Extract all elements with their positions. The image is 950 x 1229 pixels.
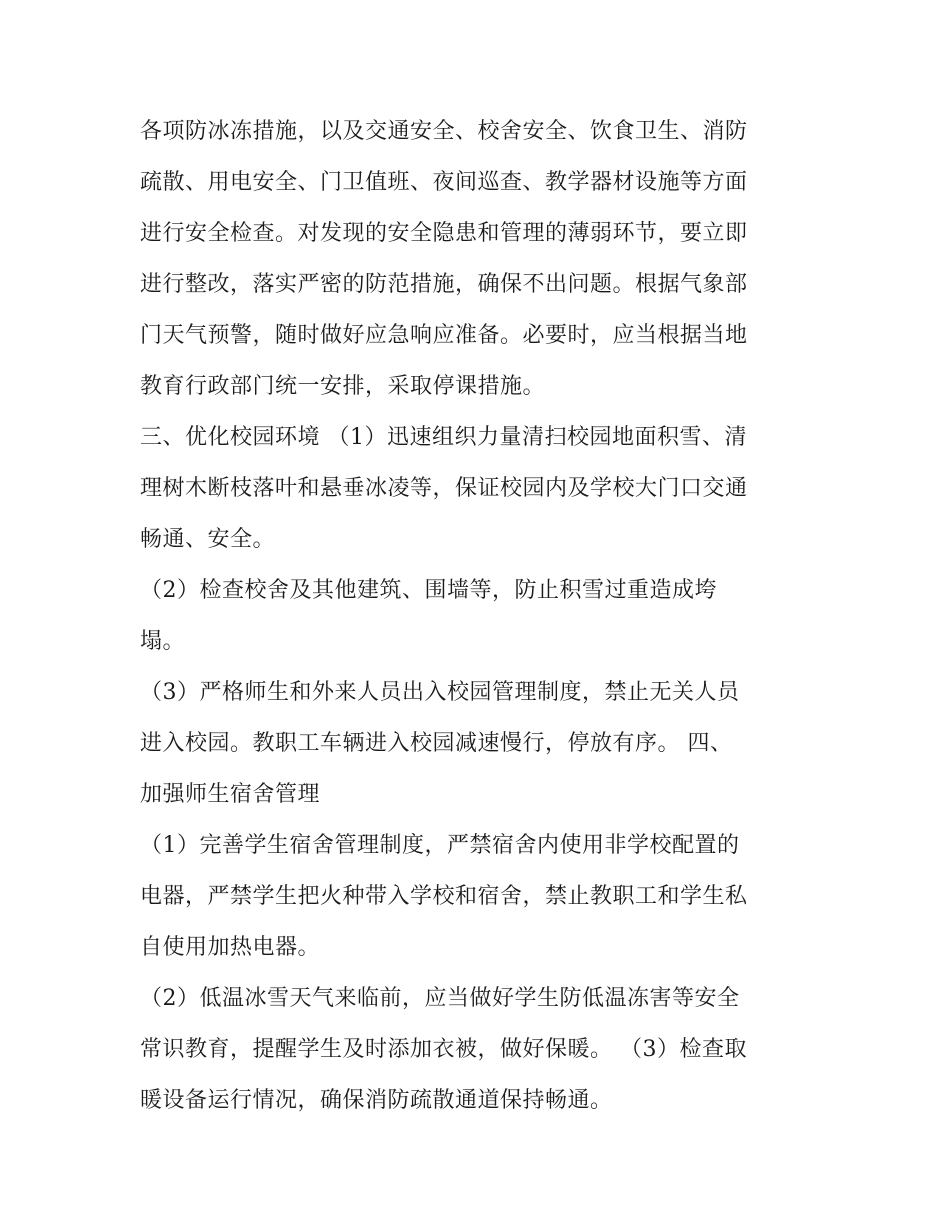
text-line: 进入校园。教职工车辆进入校园减速慢行，停放有序。 四、: [140, 731, 733, 756]
text-line: 暖设备运行情况，确保消防疏散通道保持畅通。: [140, 1088, 613, 1113]
text-line: （2）低温冰雪天气来临前，应当做好学生防低温冻害等安全: [140, 986, 740, 1011]
text-line: （3）严格师生和外来人员出入校园管理制度，禁止无关人员: [140, 680, 740, 705]
text-line: （2）检查校舍及其他建筑、围墙等，防止积雪过重造成垮: [140, 578, 717, 603]
text-line: 常识教育，提醒学生及时添加衣被，做好保暖。 （3）检查取: [140, 1037, 747, 1062]
text-line: 门天气预警，随时做好应急响应准备。必要时，应当根据当地: [140, 323, 748, 348]
text-line: 进行整改，落实严密的防范措施，确保不出问题。根据气象部: [140, 272, 748, 297]
text-line: 畅通、安全。: [140, 527, 276, 552]
text-line: 理树木断枝落叶和悬垂冰凌等，保证校园内及学校大门口交通: [140, 476, 748, 501]
text-line: 各项防冰冻措施，以及交通安全、校舍安全、饮食卫生、消防: [140, 119, 748, 144]
document-body: [140, 106, 830, 1126]
text-line: 电器，严禁学生把火种带入学校和宿舍，禁止教职工和学生私: [140, 884, 748, 909]
section-heading-line: 加强师生宿舍管理: [140, 782, 321, 807]
text-line: 疏散、用电安全、门卫值班、夜间巡查、教学器材设施等方面: [140, 170, 748, 195]
text-line: 教育行政部门统一安排，采取停课措施。: [140, 374, 546, 399]
text-line: （1）完善学生宿舍管理制度，严禁宿舍内使用非学校配置的: [140, 833, 740, 858]
text-line: 进行安全检查。对发现的安全隐患和管理的薄弱环节，要立即: [140, 221, 748, 246]
text-line: 塌。: [140, 629, 186, 654]
text-line: 自使用加热电器。: [140, 935, 321, 960]
section-heading-line: 三、优化校园环境 （1）迅速组织力量清扫校园地面积雪、清: [140, 425, 747, 450]
